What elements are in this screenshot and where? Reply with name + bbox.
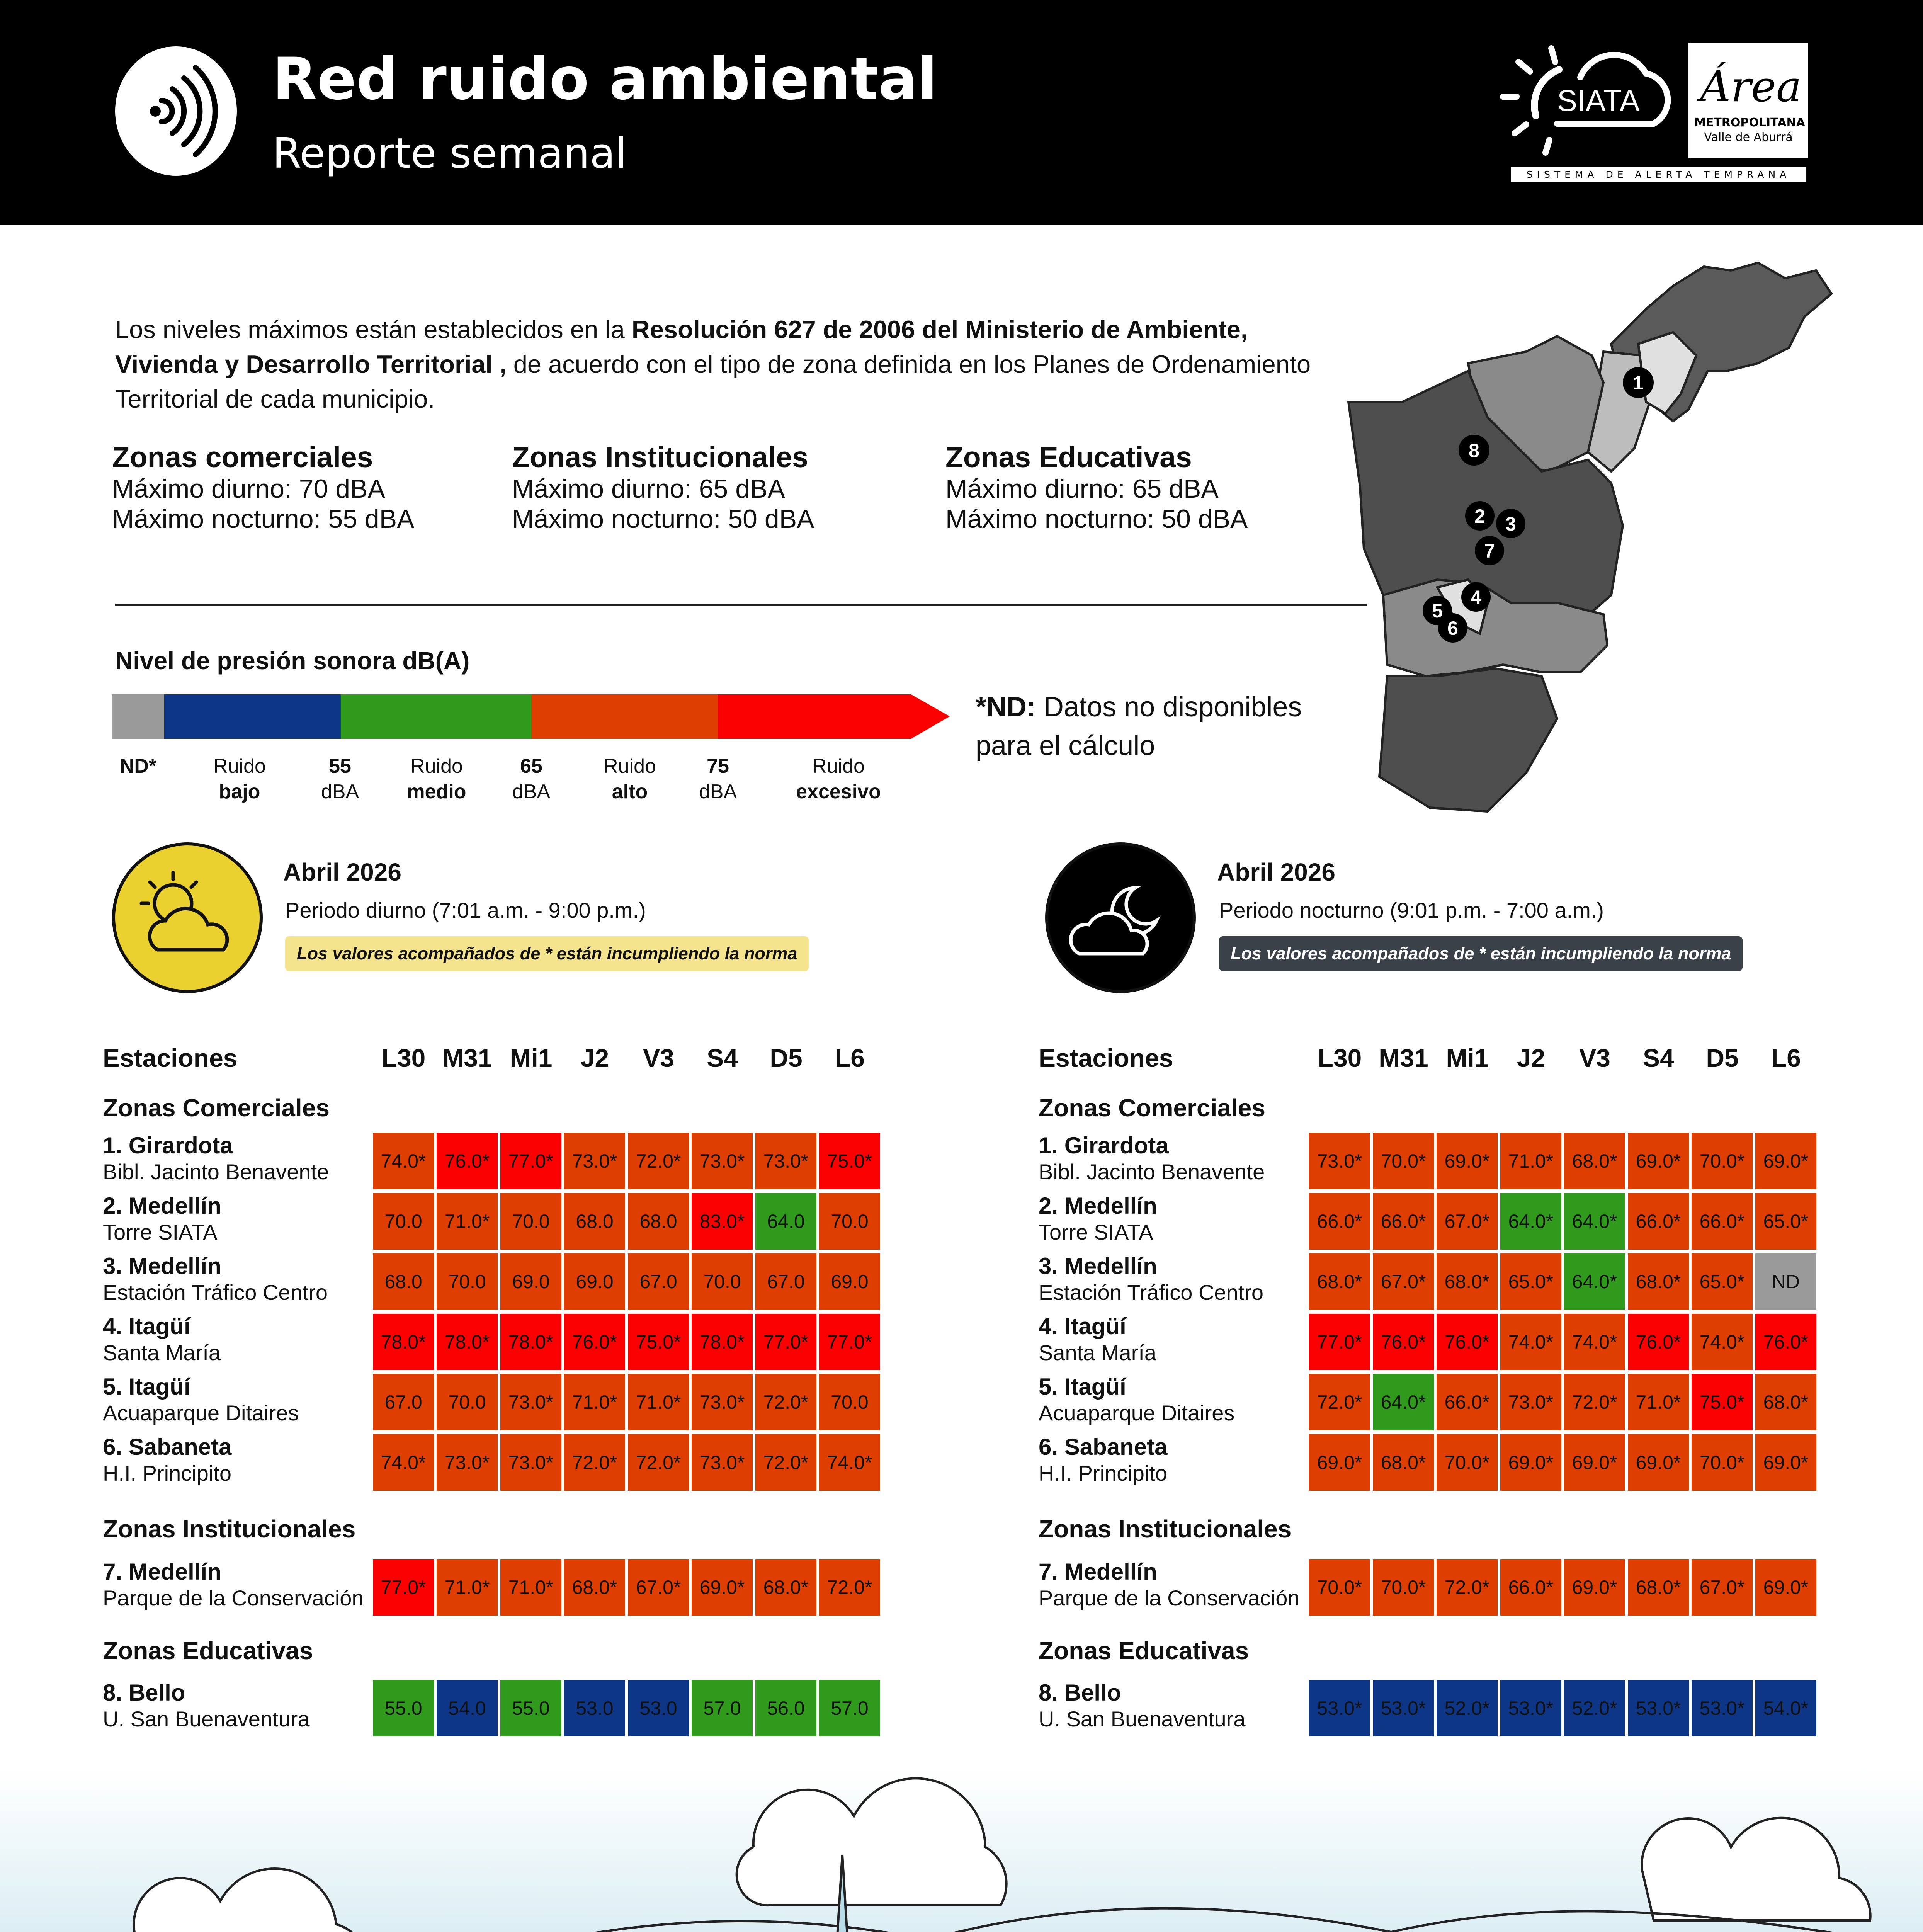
station-name: 5. Itagüí bbox=[1039, 1374, 1126, 1400]
day-header-Mi1: Mi1 bbox=[510, 1044, 553, 1072]
value-cell: 72.0* bbox=[628, 1434, 689, 1491]
value-cell: 76.0* bbox=[437, 1133, 498, 1189]
zone-title: Zonas Educativas bbox=[945, 441, 1192, 473]
zone-header: Zonas Educativas bbox=[103, 1637, 313, 1665]
value-cell: 76.0* bbox=[564, 1314, 625, 1370]
zone-day-limit: Máximo diurno: 70 dBA bbox=[112, 474, 385, 503]
scale-75-label: 75 dBA bbox=[699, 755, 737, 803]
station-name: 8. Bello bbox=[1039, 1680, 1121, 1706]
value-cell: 53.0* bbox=[1500, 1680, 1561, 1736]
value-cell: 70.0* bbox=[1437, 1434, 1498, 1491]
zone-day-limit: Máximo diurno: 65 dBA bbox=[512, 474, 785, 503]
value-cell: 74.0* bbox=[373, 1434, 434, 1491]
value-cell: 68.0 bbox=[373, 1253, 434, 1310]
map-marker-8: 8 bbox=[1469, 440, 1479, 461]
value-cell: 68.0* bbox=[564, 1559, 625, 1616]
scale-nd-segment bbox=[112, 694, 164, 739]
value-cell: 69.0 bbox=[819, 1253, 880, 1310]
day-period-range: Periodo diurno (7:01 a.m. - 9:00 p.m.) bbox=[285, 898, 646, 922]
map-marker-1: 1 bbox=[1633, 372, 1644, 394]
value-cell: 74.0* bbox=[1692, 1314, 1753, 1370]
value-cell: 54.0* bbox=[1755, 1680, 1816, 1736]
value-cell: 53.0* bbox=[1628, 1680, 1689, 1736]
station-place: Santa María bbox=[1039, 1340, 1157, 1365]
value-cell: 53.0 bbox=[628, 1680, 689, 1736]
day-header-M31: M31 bbox=[442, 1044, 492, 1072]
value-cell: 74.0* bbox=[373, 1133, 434, 1189]
zone-header: Zonas Comerciales bbox=[103, 1094, 330, 1122]
scale-low-label: Ruido bajo bbox=[213, 755, 266, 803]
map-marker-6: 6 bbox=[1447, 617, 1458, 639]
value-cell: 78.0* bbox=[373, 1314, 434, 1370]
value-cell: 76.0* bbox=[1628, 1314, 1689, 1370]
value-cell: 68.0* bbox=[1755, 1374, 1816, 1430]
station-place: Parque de la Conservación bbox=[103, 1586, 364, 1610]
value-cell: 69.0* bbox=[1437, 1133, 1498, 1189]
value-cell: 73.0* bbox=[437, 1434, 498, 1491]
station-name: 5. Itagüí bbox=[103, 1374, 190, 1400]
value-cell: 67.0* bbox=[1373, 1253, 1434, 1310]
scale-excessive-arrow bbox=[718, 694, 950, 740]
value-cell: 74.0* bbox=[1500, 1314, 1561, 1370]
day-header-S4: S4 bbox=[1643, 1044, 1674, 1072]
value-cell: 70.0* bbox=[1692, 1133, 1753, 1189]
stations-header: Estaciones bbox=[103, 1044, 238, 1072]
value-cell: 53.0* bbox=[1309, 1680, 1370, 1736]
value-cell: 73.0* bbox=[755, 1133, 816, 1189]
value-cell: 66.0* bbox=[1437, 1374, 1498, 1430]
value-cell: 64.0* bbox=[1373, 1374, 1434, 1430]
value-cell: 77.0* bbox=[755, 1314, 816, 1370]
value-cell: 83.0* bbox=[692, 1193, 753, 1250]
value-cell: 78.0* bbox=[692, 1314, 753, 1370]
value-cell: 73.0* bbox=[500, 1434, 561, 1491]
value-cell: 70.0 bbox=[692, 1253, 753, 1310]
scale-mid-segment bbox=[341, 694, 531, 739]
value-cell: 53.0* bbox=[1373, 1680, 1434, 1736]
area-logo-line1: METROPOLITANA bbox=[1694, 116, 1805, 129]
value-cell: ND bbox=[1755, 1253, 1816, 1310]
day-header-Mi1: Mi1 bbox=[1446, 1044, 1489, 1072]
value-cell: 57.0 bbox=[692, 1680, 753, 1736]
value-cell: 67.0 bbox=[628, 1253, 689, 1310]
station-place: Estación Tráfico Centro bbox=[103, 1280, 328, 1304]
scale-55-label: 55 dBA bbox=[321, 755, 359, 803]
station-place: U. San Buenaventura bbox=[103, 1707, 310, 1731]
value-cell: 77.0* bbox=[500, 1133, 561, 1189]
value-cell: 71.0* bbox=[500, 1559, 561, 1616]
station-place: Estación Tráfico Centro bbox=[1039, 1280, 1264, 1304]
scale-high-segment bbox=[531, 694, 718, 739]
value-cell: 64.0 bbox=[755, 1193, 816, 1250]
siata-logo-text: SIATA bbox=[1557, 83, 1640, 117]
map-marker-7: 7 bbox=[1484, 540, 1495, 562]
station-place: Bibl. Jacinto Benavente bbox=[1039, 1160, 1265, 1184]
value-cell: 77.0* bbox=[819, 1314, 880, 1370]
value-cell: 68.0* bbox=[755, 1559, 816, 1616]
zone-header: Zonas Comerciales bbox=[1039, 1094, 1265, 1122]
station-name: 1. Girardota bbox=[103, 1133, 233, 1158]
value-cell: 72.0* bbox=[1437, 1559, 1498, 1616]
value-cell: 66.0* bbox=[1309, 1193, 1370, 1250]
day-period-note: Los valores acompañados de * están incumpliendo la norma bbox=[285, 936, 809, 971]
value-cell: 67.0* bbox=[1437, 1193, 1498, 1250]
value-cell: 52.0* bbox=[1564, 1680, 1625, 1736]
station-name: 8. Bello bbox=[103, 1680, 185, 1706]
zone-header: Zonas Institucionales bbox=[1039, 1515, 1292, 1543]
value-cell: 77.0* bbox=[1309, 1314, 1370, 1370]
page-title: Red ruido ambiental bbox=[272, 46, 937, 113]
value-cell: 68.0* bbox=[1564, 1133, 1625, 1189]
value-cell: 69.0* bbox=[1309, 1434, 1370, 1491]
zone-header: Zonas Institucionales bbox=[103, 1515, 356, 1543]
zone-commercial-limits bbox=[112, 440, 414, 534]
value-cell: 71.0* bbox=[437, 1559, 498, 1616]
value-cell: 52.0* bbox=[1437, 1680, 1498, 1736]
value-cell: 54.0 bbox=[437, 1680, 498, 1736]
value-cell: 65.0* bbox=[1755, 1193, 1816, 1250]
value-cell: 67.0 bbox=[755, 1253, 816, 1310]
day-header-V3: V3 bbox=[643, 1044, 674, 1072]
station-name: 7. Medellín bbox=[1039, 1559, 1157, 1585]
value-cell: 69.0* bbox=[1755, 1133, 1816, 1189]
value-cell: 64.0* bbox=[1564, 1193, 1625, 1250]
value-cell: 57.0 bbox=[819, 1680, 880, 1736]
day-header-L6: L6 bbox=[835, 1044, 865, 1072]
value-cell: 73.0* bbox=[500, 1374, 561, 1430]
station-name: 2. Medellín bbox=[1039, 1193, 1157, 1219]
value-cell: 66.0* bbox=[1373, 1193, 1434, 1250]
value-cell: 70.0 bbox=[437, 1374, 498, 1430]
value-cell: 72.0* bbox=[819, 1559, 880, 1616]
scale-mid-label: Ruido medio bbox=[407, 755, 466, 803]
station-name: 4. Itagüí bbox=[1039, 1313, 1126, 1339]
value-cell: 70.0 bbox=[819, 1374, 880, 1430]
value-cell: 66.0* bbox=[1628, 1193, 1689, 1250]
value-cell: 53.0 bbox=[564, 1680, 625, 1736]
value-cell: 53.0* bbox=[1692, 1680, 1753, 1736]
station-name: 1. Girardota bbox=[1039, 1133, 1169, 1158]
map-marker-2: 2 bbox=[1474, 505, 1485, 527]
value-cell: 56.0 bbox=[755, 1680, 816, 1736]
night-period-month: Abril 2026 bbox=[1217, 858, 1335, 886]
value-cell: 68.0* bbox=[1437, 1253, 1498, 1310]
station-place: U. San Buenaventura bbox=[1039, 1707, 1246, 1731]
value-cell: 69.0* bbox=[1755, 1434, 1816, 1491]
section-divider bbox=[115, 604, 1367, 606]
zone-institutional-limits bbox=[512, 440, 814, 534]
scale-nd-label: ND* bbox=[119, 755, 157, 777]
city-skyline-illustration bbox=[0, 1770, 1923, 1932]
day-header-S4: S4 bbox=[707, 1044, 738, 1072]
day-header-D5: D5 bbox=[1706, 1044, 1739, 1072]
day-header-L6: L6 bbox=[1771, 1044, 1801, 1072]
zone-educational-limits bbox=[945, 440, 1248, 534]
station-place: H.I. Principito bbox=[103, 1461, 231, 1485]
day-header-L30: L30 bbox=[1318, 1044, 1362, 1072]
intro-paragraph: Los niveles máximos están establecidos en la Resolución 627 de 2006 del Ministerio de Ambiente, Vivienda y Desarrollo Territorial , de acuerdo con el tipo de zona definida en los Planes de Ordenamiento Territorial de cada municipio. bbox=[115, 315, 1311, 413]
value-cell: 78.0* bbox=[437, 1314, 498, 1370]
value-cell: 69.0 bbox=[500, 1253, 561, 1310]
value-cell: 70.0 bbox=[373, 1193, 434, 1250]
sound-wave-icon bbox=[115, 46, 237, 176]
zone-header: Zonas Educativas bbox=[1039, 1637, 1249, 1665]
station-place: Acuaparque Ditaires bbox=[1039, 1401, 1235, 1425]
station-place: Torre SIATA bbox=[103, 1220, 218, 1244]
zone-title: Zonas Institucionales bbox=[512, 441, 808, 473]
station-name: 4. Itagüí bbox=[103, 1313, 190, 1339]
value-cell: 67.0* bbox=[628, 1559, 689, 1616]
value-cell: 65.0* bbox=[1692, 1253, 1753, 1310]
value-cell: 73.0* bbox=[692, 1374, 753, 1430]
station-name: 7. Medellín bbox=[103, 1559, 221, 1585]
station-place: H.I. Principito bbox=[1039, 1461, 1167, 1485]
value-cell: 66.0* bbox=[1500, 1559, 1561, 1616]
day-header-J2: J2 bbox=[580, 1044, 609, 1072]
station-place: Acuaparque Ditaires bbox=[103, 1401, 299, 1425]
day-header-L30: L30 bbox=[381, 1044, 426, 1072]
station-place: Parque de la Conservación bbox=[1039, 1586, 1300, 1610]
page-subtitle: Reporte semanal bbox=[272, 129, 627, 178]
value-cell: 68.0* bbox=[1373, 1434, 1434, 1491]
value-cell: 55.0 bbox=[373, 1680, 434, 1736]
area-logo-word: Área bbox=[1700, 62, 1802, 111]
early-warning-bar: SISTEMA DE ALERTA TEMPRANA bbox=[1511, 167, 1806, 182]
day-header-J2: J2 bbox=[1517, 1044, 1546, 1072]
value-cell: 70.0* bbox=[1692, 1434, 1753, 1491]
value-cell: 67.0 bbox=[373, 1374, 434, 1430]
zone-title: Zonas comerciales bbox=[112, 441, 373, 473]
map-marker-4: 4 bbox=[1471, 587, 1481, 608]
day-header-M31: M31 bbox=[1379, 1044, 1428, 1072]
value-cell: 71.0* bbox=[1500, 1133, 1561, 1189]
value-cell: 70.0 bbox=[819, 1193, 880, 1250]
station-name: 6. Sabaneta bbox=[1039, 1434, 1168, 1460]
value-cell: 68.0 bbox=[628, 1193, 689, 1250]
value-cell: 67.0* bbox=[1692, 1559, 1753, 1616]
value-cell: 68.0* bbox=[1628, 1559, 1689, 1616]
zone-night-limit: Máximo nocturno: 50 dBA bbox=[945, 504, 1248, 534]
valle-aburra-map bbox=[1341, 255, 1889, 823]
value-cell: 64.0* bbox=[1564, 1253, 1625, 1310]
value-cell: 66.0* bbox=[1692, 1193, 1753, 1250]
value-cell: 75.0* bbox=[1692, 1374, 1753, 1430]
value-cell: 68.0* bbox=[1309, 1253, 1370, 1310]
value-cell: 74.0* bbox=[819, 1434, 880, 1491]
value-cell: 75.0* bbox=[628, 1314, 689, 1370]
value-cell: 76.0* bbox=[1437, 1314, 1498, 1370]
value-cell: 70.0 bbox=[500, 1193, 561, 1250]
value-cell: 70.0* bbox=[1373, 1559, 1434, 1616]
value-cell: 69.0* bbox=[1628, 1434, 1689, 1491]
station-place: Bibl. Jacinto Benavente bbox=[103, 1160, 329, 1184]
zone-night-limit: Máximo nocturno: 50 dBA bbox=[512, 504, 814, 534]
value-cell: 69.0* bbox=[692, 1559, 753, 1616]
value-cell: 65.0* bbox=[1500, 1253, 1561, 1310]
value-cell: 73.0* bbox=[692, 1434, 753, 1491]
value-cell: 76.0* bbox=[1755, 1314, 1816, 1370]
value-cell: 68.0* bbox=[1628, 1253, 1689, 1310]
value-cell: 74.0* bbox=[1564, 1314, 1625, 1370]
area-logo-line2: Valle de Aburrá bbox=[1704, 131, 1793, 144]
station-name: 6. Sabaneta bbox=[103, 1434, 232, 1460]
value-cell: 71.0* bbox=[564, 1374, 625, 1430]
value-cell: 71.0* bbox=[1628, 1374, 1689, 1430]
zone-day-limit: Máximo diurno: 65 dBA bbox=[945, 474, 1219, 503]
value-cell: 69.0* bbox=[1564, 1559, 1625, 1616]
value-cell: 73.0* bbox=[1500, 1374, 1561, 1430]
value-cell: 77.0* bbox=[373, 1559, 434, 1616]
scale-title: Nivel de presión sonora dB(A) bbox=[115, 647, 470, 675]
value-cell: 70.0* bbox=[1373, 1133, 1434, 1189]
value-cell: 70.0 bbox=[437, 1253, 498, 1310]
value-cell: 75.0* bbox=[819, 1133, 880, 1189]
value-cell: 68.0 bbox=[564, 1193, 625, 1250]
scale-65-label: 65 dBA bbox=[512, 755, 551, 803]
value-cell: 69.0* bbox=[1628, 1133, 1689, 1189]
day-header-D5: D5 bbox=[770, 1044, 803, 1072]
scale-excessive-label: Ruido excesivo bbox=[796, 755, 881, 803]
value-cell: 76.0* bbox=[1373, 1314, 1434, 1370]
value-cell: 73.0* bbox=[1309, 1133, 1370, 1189]
zone-night-limit: Máximo nocturno: 55 dBA bbox=[112, 504, 415, 534]
night-period-note: Los valores acompañados de * están incumpliendo la norma bbox=[1219, 936, 1743, 971]
day-period-month: Abril 2026 bbox=[283, 858, 401, 886]
moon-cloud-icon bbox=[1045, 842, 1196, 993]
value-cell: 70.0* bbox=[1309, 1559, 1370, 1616]
value-cell: 69.0 bbox=[564, 1253, 625, 1310]
station-name: 3. Medellín bbox=[1039, 1253, 1157, 1279]
station-place: Santa María bbox=[103, 1340, 221, 1365]
value-cell: 78.0* bbox=[500, 1314, 561, 1370]
value-cell: 72.0* bbox=[1309, 1374, 1370, 1430]
value-cell: 71.0* bbox=[628, 1374, 689, 1430]
value-cell: 72.0* bbox=[755, 1434, 816, 1491]
day-header-V3: V3 bbox=[1579, 1044, 1610, 1072]
value-cell: 69.0* bbox=[1500, 1434, 1561, 1491]
value-cell: 69.0* bbox=[1755, 1559, 1816, 1616]
value-cell: 72.0* bbox=[628, 1133, 689, 1189]
value-cell: 72.0* bbox=[564, 1434, 625, 1491]
value-cell: 73.0* bbox=[564, 1133, 625, 1189]
value-cell: 71.0* bbox=[437, 1193, 498, 1250]
night-period-range: Periodo nocturno (9:01 p.m. - 7:00 a.m.) bbox=[1219, 898, 1604, 922]
map-marker-3: 3 bbox=[1505, 513, 1516, 535]
value-cell: 72.0* bbox=[1564, 1374, 1625, 1430]
scale-high-label: Ruido alto bbox=[604, 755, 656, 803]
value-cell: 55.0 bbox=[500, 1680, 561, 1736]
sun-cloud-icon bbox=[112, 842, 263, 993]
station-name: 3. Medellín bbox=[103, 1253, 221, 1279]
station-name: 2. Medellín bbox=[103, 1193, 221, 1219]
station-place: Torre SIATA bbox=[1039, 1220, 1153, 1244]
value-cell: 73.0* bbox=[692, 1133, 753, 1189]
value-cell: 69.0* bbox=[1564, 1434, 1625, 1491]
value-cell: 72.0* bbox=[755, 1374, 816, 1430]
stations-header: Estaciones bbox=[1039, 1044, 1173, 1072]
nd-note: *ND: Datos no disponibles para el cálculo bbox=[976, 692, 1302, 761]
value-cell: 64.0* bbox=[1500, 1193, 1561, 1250]
map-marker-5: 5 bbox=[1432, 600, 1443, 622]
scale-low-segment bbox=[164, 694, 341, 739]
